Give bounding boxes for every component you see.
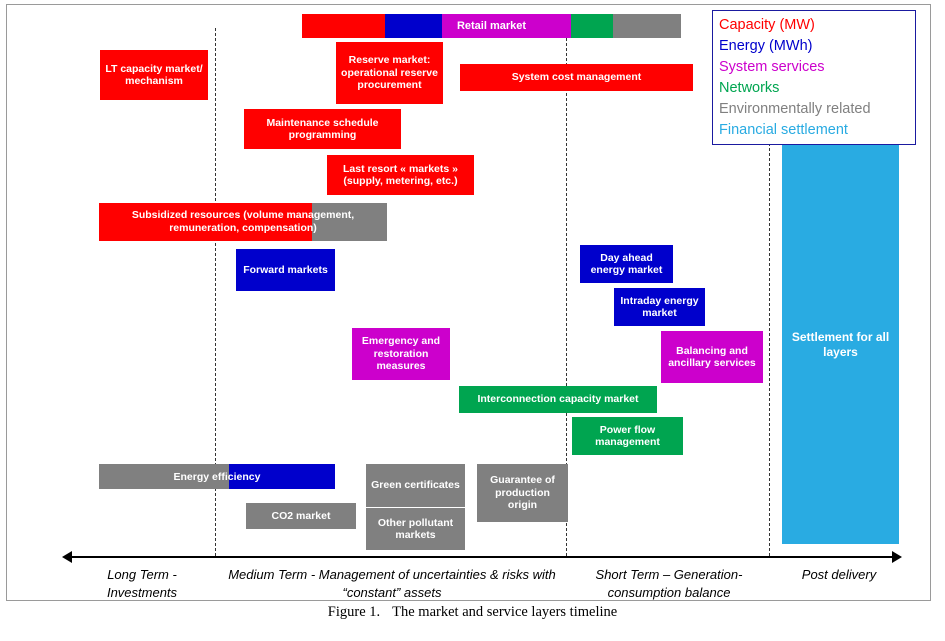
timeline-arrow-left-icon: [62, 551, 72, 563]
bar-subsidized-resources[interactable]: [99, 203, 387, 241]
phase-label-short-term: Short Term – Generation-consumption balance: [595, 567, 743, 600]
bar-label-energy-efficiency: Energy efficiency: [173, 470, 261, 483]
bar-green-certificates[interactable]: [366, 464, 465, 507]
timeline-axis: [62, 556, 902, 558]
bar-forward-markets[interactable]: [236, 249, 335, 291]
bar-system-cost-management[interactable]: [460, 64, 693, 91]
legend-item-system-services: System services: [719, 59, 825, 75]
bar-power-flow-management[interactable]: [572, 417, 683, 455]
legend: [712, 10, 916, 145]
legend-item-environmental: Environmentally related: [719, 101, 871, 117]
bar-label-retail-market: Retail market: [456, 20, 527, 32]
bar-day-ahead-energy-market[interactable]: [580, 245, 673, 283]
bar-balancing-ancillary-services[interactable]: [661, 331, 763, 383]
bar-interconnection-capacity-market[interactable]: [459, 386, 657, 413]
bar-guarantee-of-production-origin[interactable]: [477, 464, 568, 522]
bar-label-emergency-restoration-measures: Emergency and restoration measures: [361, 335, 441, 373]
legend-item-energy: Energy (MWh): [719, 38, 813, 54]
legend-item-networks: Networks: [719, 80, 780, 96]
bar-lt-capacity-market[interactable]: [100, 50, 208, 100]
bar-label-other-pollutant-markets: Other pollutant markets: [377, 516, 454, 541]
bar-label-intraday-energy-market: Intraday energy market: [620, 294, 699, 319]
bar-retail-market[interactable]: [302, 14, 681, 38]
phase-label-long-term: Long Term - Investments: [106, 567, 178, 600]
timeline-arrow-right-icon: [892, 551, 902, 563]
figure-caption: [0, 604, 945, 621]
bar-emergency-restoration-measures[interactable]: [352, 328, 450, 380]
figure-caption-number: Figure 1.: [327, 604, 381, 620]
bar-energy-efficiency[interactable]: [99, 464, 335, 489]
bar-label-subsidized-resources: Subsidized resources (volume management, remuneration, compensation): [131, 209, 355, 234]
figure-caption-text: The market and service layers timeline: [392, 604, 618, 620]
phase-label-post-delivery: Post delivery: [801, 567, 877, 582]
bar-label-settlement-for-all-layers: Settlement for all layers: [791, 330, 890, 359]
bar-label-system-cost-management: System cost management: [511, 71, 642, 84]
bar-label-lt-capacity-market: LT capacity market/ mechanism: [105, 62, 203, 87]
bar-co2-market[interactable]: [246, 503, 356, 529]
phase-label-medium-term: Medium Term - Management of uncertainties & risks with “constant” assets: [228, 567, 556, 600]
timeline-axis-line: [70, 556, 894, 558]
bar-label-reserve-market: Reserve market: operational reserve procurement: [341, 54, 438, 92]
bar-label-balancing-ancillary-services: Balancing and ancillary services: [668, 344, 756, 369]
bar-label-green-certificates: Green certificates: [371, 479, 460, 492]
bar-settlement-for-all-layers[interactable]: [782, 145, 899, 544]
bar-label-interconnection-capacity-market: Interconnection capacity market: [477, 393, 639, 406]
bar-other-pollutant-markets[interactable]: [366, 508, 465, 550]
legend-item-financial-settlement: Financial settlement: [719, 122, 848, 138]
bar-maintenance-schedule-programming[interactable]: [244, 109, 401, 149]
bar-last-resort-markets[interactable]: [327, 155, 474, 195]
bar-label-day-ahead-energy-market: Day ahead energy market: [590, 251, 663, 276]
bar-label-forward-markets: Forward markets: [243, 263, 328, 276]
bar-label-power-flow-management: Power flow management: [595, 423, 660, 448]
bar-label-last-resort-markets: Last resort « markets » (supply, metering, etc.): [343, 162, 458, 187]
bar-reserve-market[interactable]: [336, 42, 443, 104]
bar-intraday-energy-market[interactable]: [614, 288, 705, 326]
legend-item-capacity: Capacity (MW): [719, 17, 815, 33]
bar-label-co2-market: CO2 market: [271, 509, 331, 522]
bar-label-guarantee-of-production-origin: Guarantee of production origin: [490, 474, 555, 512]
bar-label-maintenance-schedule-programming: Maintenance schedule programming: [266, 116, 379, 141]
